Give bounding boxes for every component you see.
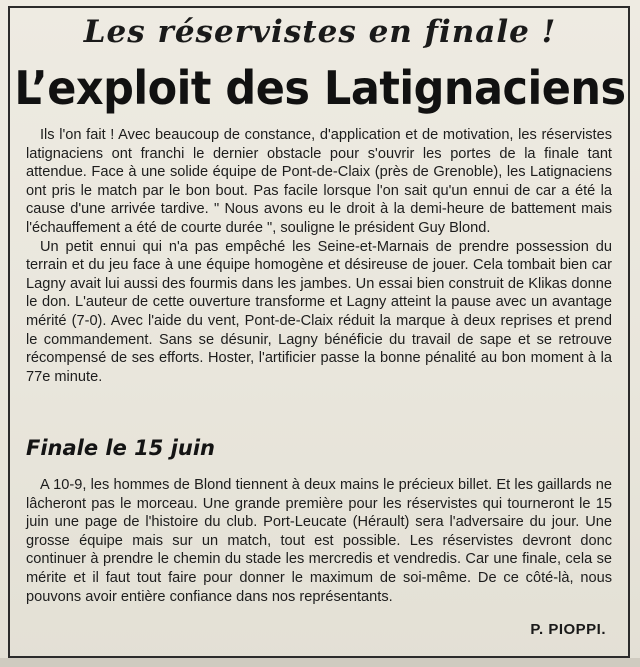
article-body-part-1 (26, 126, 612, 386)
article-subheading: Finale le 15 juin (26, 436, 215, 460)
article-paragraph: Un petit ennui qui n'a pas empêché les Seine-et-Marnais de prendre possession du terrain et du jeu face à une équipe homogène et désireuse de jouer. Cela tombait bien car Lagny avait lui aussi des fourmis dans les jambes. Un essai bien construit de Klikas donne le don. L'auteur de cette ouverture transforme et Lagny atteint la pause avec un avantage mérité (7-0). Avec l'aide du vent, Pont-de-Claix réduit la marque à deux reprises et prend le commandement. Sans se désunir, Lagny bénéficie du travail de sape et se retrouve récompensé de ses efforts. Hoster, l'artificier passe la bonne pénalité au bon moment à la 77e minute. (26, 238, 612, 385)
article-paragraph: Ils l'on fait ! Avec beaucoup de constance, d'application et de motivation, les réservistes latignaciens ont franchi le dernier obstacle pour s'ouvrir les portes de la finale tant attendue. Face à une solide équipe de Pont-de-Claix (près de Grenoble), les Latignaciens ont pris le match par le bon bout. Pas facile lorsque l'on sait qu'un ennui de car a été la cause d'une arrivée tardive. " Nous avons eu le droit à la demi-heure de battement mais l'échauffement a été de courte durée ", souligne le président Guy Blond. (26, 127, 612, 236)
article-kicker: Les réservistes en finale ! (83, 14, 557, 50)
article-headline: L’exploit des Latignaciens (14, 62, 626, 116)
article-body-part-2 (26, 476, 612, 606)
article-paragraph: A 10-9, les hommes de Blond tiennent à deux mains le précieux billet. Et les gaillards ne lâcheront pas le morceau. Une grande première pour les réservistes qui tourneront le 15 juin une page de l'histoire du club. Port-Leucate (Hérault) sera l'adversaire du jour. Une grosse équipe mais sur un match, tout est possible. Les réservistes devront donc continuer à prendre le chemin du stade les mercredis et vendredis. Car une finale, cela se mérite et il faut tout faire pour donner le maximum de soi-même. De ce côté-là, nous pouvons avoir entière confiance dans nos représentants. (26, 477, 612, 605)
article-byline: P. PIOPPI. (530, 621, 606, 638)
page-edge-shadow (0, 658, 640, 667)
